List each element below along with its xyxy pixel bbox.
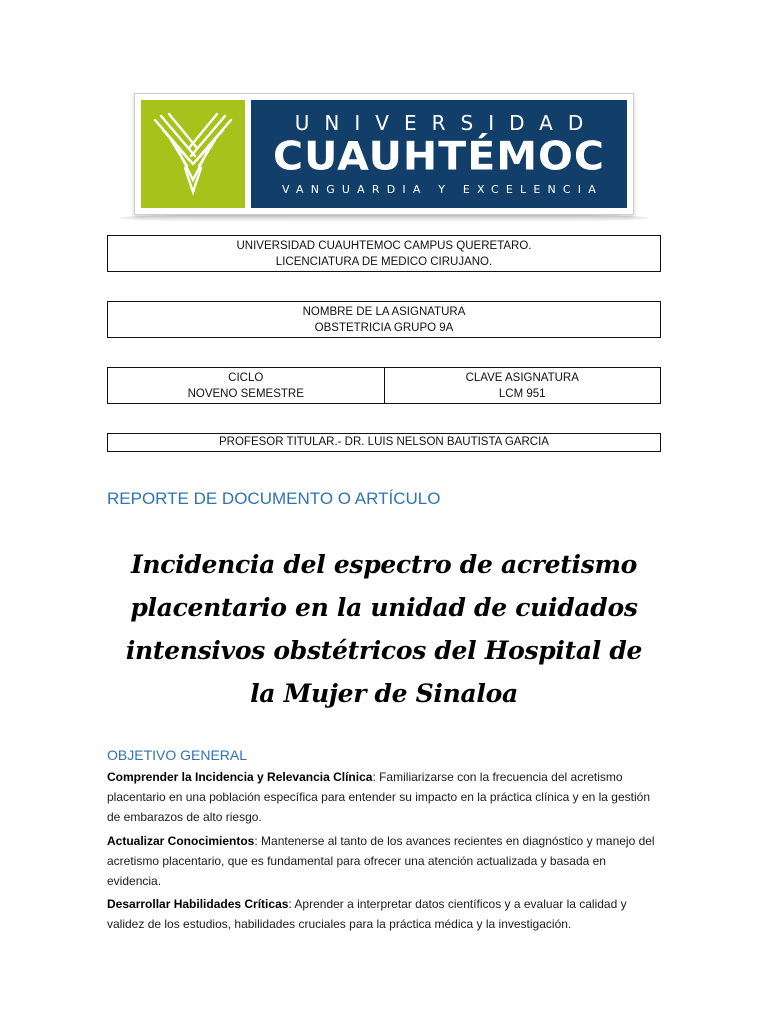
objective-term: Desarrollar Habilidades Críticas bbox=[107, 897, 289, 911]
subject-box bbox=[107, 301, 661, 338]
eagle-emblem-icon bbox=[141, 100, 245, 208]
document-title: Incidencia del espectro de acretismo placentario en la unidad de cuidados intensivos obstétricos del Hospital de la Mujer de Sinaloa bbox=[125, 550, 643, 708]
objective-item bbox=[107, 831, 661, 891]
cycle-value: NOVENO SEMESTRE bbox=[187, 388, 304, 400]
objective-term: Comprender la Incidencia y Relevancia Clínica bbox=[107, 770, 373, 784]
code-cell bbox=[384, 368, 661, 403]
logo-wordmark bbox=[251, 100, 627, 208]
campus-name: UNIVERSIDAD CUAUHTEMOC CAMPUS QUERETARO. bbox=[236, 240, 532, 252]
logo-line-2: CUAUHTÉMOC bbox=[273, 133, 605, 180]
objective-text: : Familiarizarse con la frecuencia del acretismo placentario en una población específica para entender su impacto en la práctica clínica y en la gestión de embarazos de alto riesgo. bbox=[107, 770, 651, 824]
logo-line-1: UNIVERSIDAD bbox=[294, 111, 599, 136]
logo-tagline: VANGUARDIA Y EXCELENCIA bbox=[282, 182, 603, 196]
university-logo bbox=[134, 93, 634, 215]
cycle-label: CICLO bbox=[228, 372, 264, 384]
objective-text: : Mantenerse al tanto de los avances recientes en diagnóstico y manejo del acretismo placentario, que es fundamental para ofrecer una atención actualizada y basada en evidencia. bbox=[107, 834, 655, 888]
objective-item bbox=[107, 894, 661, 934]
report-heading: REPORTE DE DOCUMENTO O ARTÍCULO bbox=[107, 489, 441, 508]
code-label: CLAVE ASIGNATURA bbox=[465, 372, 579, 384]
campus-box bbox=[107, 235, 661, 272]
cycle-cell bbox=[108, 368, 384, 403]
code-value: LCM 951 bbox=[498, 388, 546, 400]
eagle-icon bbox=[149, 106, 237, 202]
professor-box bbox=[107, 433, 661, 452]
objective-term: Actualizar Conocimientos bbox=[107, 834, 255, 848]
objective-item bbox=[107, 767, 661, 827]
objective-heading: OBJETIVO GENERAL bbox=[107, 747, 248, 763]
subject-label: NOMBRE DE LA ASIGNATURA bbox=[302, 306, 466, 318]
logo-frame bbox=[134, 93, 634, 215]
objective-text: : Aprender a interpretar datos científicos y a evaluar la calidad y validez de los estudios, habilidades cruciales para la práctica médica y la investigación. bbox=[107, 897, 627, 931]
cycle-code-box bbox=[107, 367, 661, 404]
professor-name: PROFESOR TITULAR.- DR. LUIS NELSON BAUTISTA GARCIA bbox=[219, 436, 549, 448]
degree-name: LICENCIATURA DE MEDICO CIRUJANO. bbox=[275, 256, 493, 268]
subject-value: OBSTETRICIA GRUPO 9A bbox=[314, 322, 454, 334]
